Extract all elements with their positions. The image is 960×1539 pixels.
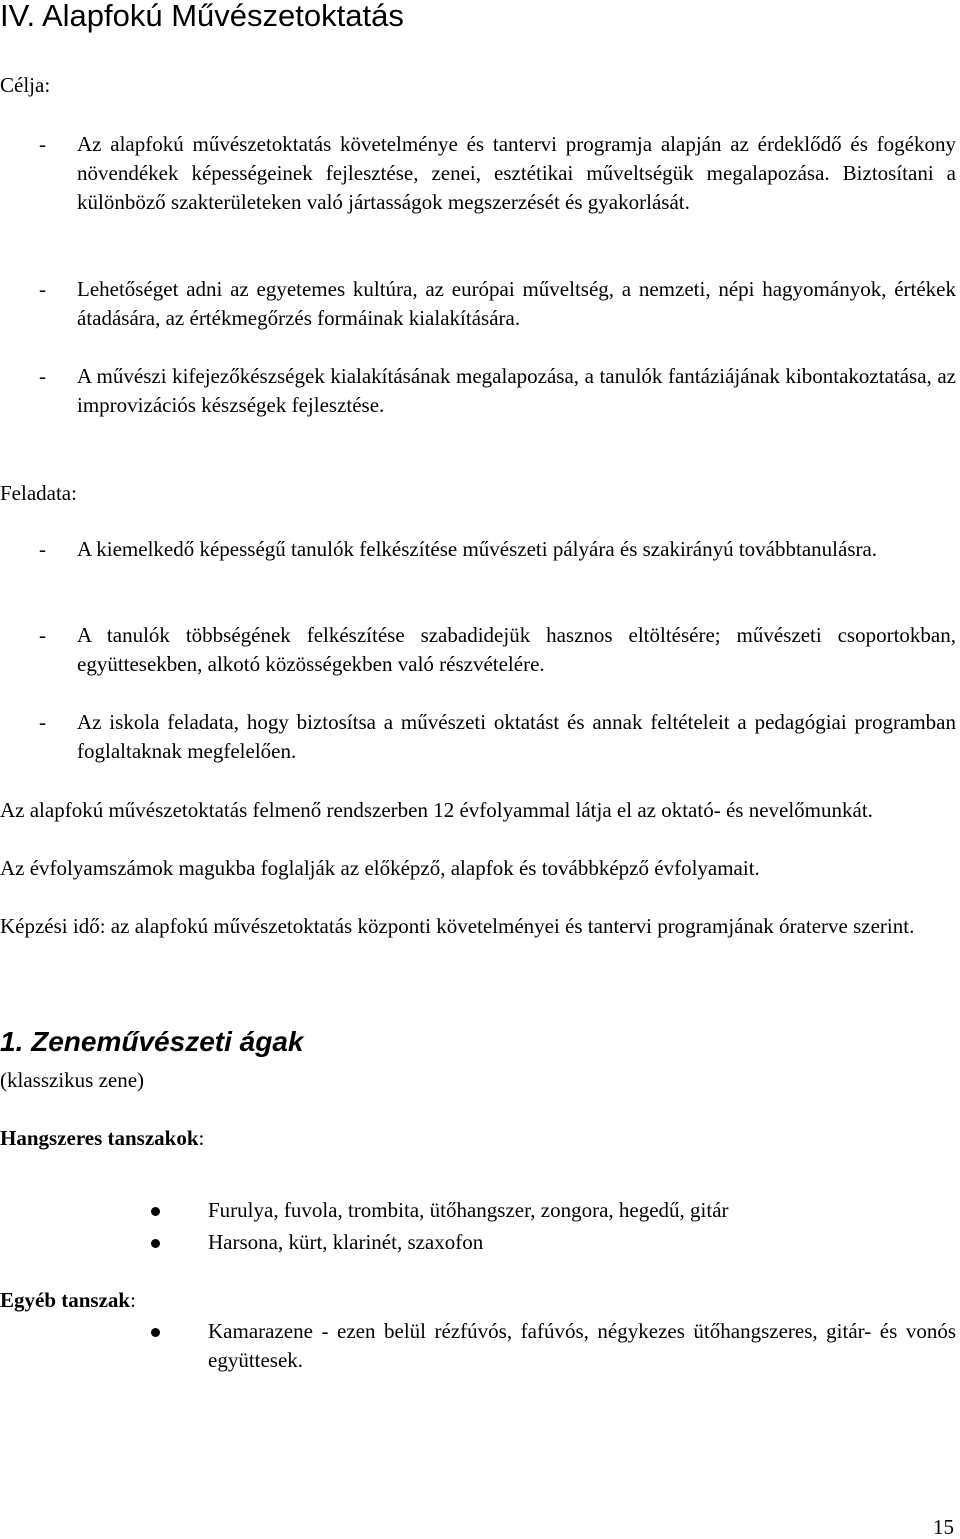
feladata-item-1-text: A kiemelkedő képességű tanulók felkészítése művészeti pályára és szakirányú továbbtanulásra. (77, 537, 878, 561)
hangszeres-label-text: Hangszeres tanszakok (0, 1126, 199, 1150)
celja-item-1-text: Az alapfokú művészetoktatás követelménye és tantervi programja alapján az érdeklődő és fogékony növendékek képességeinek fejlesztése, zenei, esztétikai műveltségük megalapozása. Biztosítani a különböző szakterületeken való jártasságok megszerzését és gyakorlását. (77, 132, 956, 214)
hangszeres-label (0, 1124, 204, 1153)
dash-marker: - (39, 537, 46, 561)
evfolyam-paragraph: Az alapfokú művészetoktatás felmenő rendszerben 12 évfolyammal látja el az oktató- és nevelőmunkát. (0, 798, 873, 822)
hangszeres-item-1-text: Furulya, fuvola, trombita, ütőhangszer, zongora, hegedű, gitár (208, 1198, 729, 1222)
bullet-icon (151, 1328, 160, 1337)
section-subtitle: (klasszikus zene) (0, 1068, 145, 1092)
egyeb-label (0, 1286, 136, 1315)
celja-item-2-text: Lehetőséget adni az egyetemes kultúra, az európai műveltség, a nemzeti, népi hagyományok, értékek átadására, az értékmegőrzés formáinak kialakítására. (77, 277, 956, 330)
hangszeres-label-colon: : (198, 1126, 205, 1150)
evfolyamszamok-paragraph: Az évfolyamszámok magukba foglalják az előképző, alapfok és továbbképző évfolyamait. (0, 856, 760, 880)
celja-item-3-text: A művészi kifejezőkészségek kialakításának megalapozása, a tanulók fantáziájának kibontakoztatása, az improvizációs készségek fejlesztése. (77, 364, 956, 417)
hangszeres-item-2-text: Harsona, kürt, klarinét, szaxofon (208, 1230, 484, 1254)
egyeb-label-colon: : (130, 1288, 136, 1312)
dash-marker: - (39, 364, 46, 388)
bullet-icon (151, 1239, 160, 1248)
kepzesi-ido-paragraph: Képzési idő: az alapfokú művészetoktatás központi követelményei és tantervi programjának óraterve szerint. (0, 914, 915, 938)
feladata-label: Feladata: (0, 481, 77, 505)
section-title: 1. Zeneművészeti ágak (0, 1026, 304, 1057)
dash-marker: - (39, 623, 46, 647)
page-number: 15 (933, 1515, 954, 1539)
egyeb-label-text: Egyéb tanszak (0, 1288, 131, 1312)
celja-label: Célja: (0, 73, 51, 97)
page-title: IV. Alapfokú Művészetoktatás (0, 0, 404, 33)
egyeb-item-1-text: Kamarazene - ezen belül rézfúvós, fafúvós, négykezes ütőhangszeres, gitár- és vonós együttesek. (208, 1319, 956, 1372)
bullet-icon (151, 1207, 160, 1216)
dash-marker: - (39, 277, 46, 301)
feladata-item-3-text: Az iskola feladata, hogy biztosítsa a művészeti oktatást és annak feltételeit a pedagógiai programban foglaltaknak megfelelően. (77, 710, 956, 763)
dash-marker: - (39, 710, 46, 734)
dash-marker: - (39, 132, 46, 156)
feladata-item-2-text: A tanulók többségének felkészítése szabadidejük hasznos eltöltésére; művészeti csoportokban, együttesekben, alkotó közösségekben való részvételére. (77, 623, 956, 676)
